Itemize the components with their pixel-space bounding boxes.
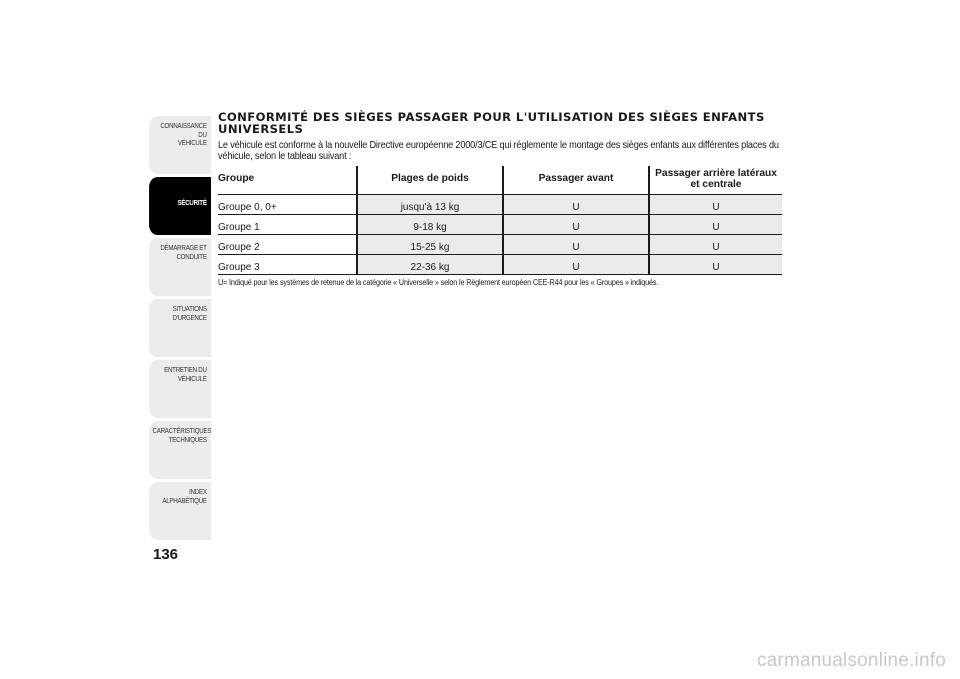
tab-label: SÉCURITÉ: [177, 198, 207, 207]
table-cell: Groupe 3: [218, 254, 357, 274]
table-cell: U: [503, 194, 649, 214]
tab-label: SITUATIONS: [172, 304, 207, 313]
table-cell: Groupe 1: [218, 214, 357, 234]
table-cell: jusqu'à 13 kg: [357, 194, 503, 214]
table-cell: U: [649, 214, 782, 234]
table-cell: U: [503, 214, 649, 234]
tab-label: ENTRETIEN DU: [164, 365, 207, 374]
tab-caracteristiques-techniques[interactable]: [149, 421, 211, 479]
table-cell: U: [649, 254, 782, 274]
tab-label: CARACTÉRISTIQUES: [152, 426, 212, 435]
table-row: [218, 194, 782, 214]
tab-index-alphabetique[interactable]: [149, 482, 211, 540]
main-content: [218, 111, 782, 287]
watermark-text: carmanualsonline.info: [756, 650, 946, 671]
table-cell: Groupe 2: [218, 234, 357, 254]
tab-label: DÉMARRAGE ET: [160, 243, 207, 252]
page-number: 136: [153, 546, 179, 563]
table-cell: 9-18 kg: [357, 214, 503, 234]
child-seat-compatibility-table: [218, 166, 782, 275]
column-header: Groupe: [218, 166, 357, 195]
section-heading: CONFORMITÉ DES SIÈGES PASSAGER POUR L'UTILISATION DES SIÈGES ENFANTS UNIVERSELS: [218, 110, 765, 137]
tab-label: VÉHICULE: [177, 373, 207, 383]
tab-label: INDEX: [189, 487, 207, 496]
table-cell: 15-25 kg: [357, 234, 503, 254]
tab-label: CONNAISSANCE DU: [160, 121, 207, 139]
table-cell: U: [649, 194, 782, 214]
table-cell: U: [649, 234, 782, 254]
table-row: [218, 254, 782, 274]
column-header: Passager arrière latéraux et centrale: [649, 166, 782, 195]
tab-entretien-du-vehicule[interactable]: [149, 360, 211, 418]
table-row: [218, 234, 782, 254]
table-cell: 22-36 kg: [357, 254, 503, 274]
intro-paragraph: Le véhicule est conforme à la nouvelle Directive européenne 2000/3/CE qui réglemente le montage des sièges enfants aux différentes places du véhicule, selon le tableau suivant :: [218, 139, 779, 163]
tab-demarrage-et-conduite[interactable]: [149, 238, 211, 296]
column-header: Passager avant: [503, 166, 649, 195]
table-cell: Groupe 0, 0+: [218, 194, 357, 214]
tab-label: D'URGENCE: [172, 312, 207, 322]
tab-label: ALPHABÉTIQUE: [162, 495, 207, 505]
tab-label: TECHNIQUES: [168, 434, 207, 444]
tab-situations-d-urgence[interactable]: [149, 299, 211, 357]
tab-connaissance-du-vehicule[interactable]: [149, 116, 211, 174]
table-cell: U: [503, 234, 649, 254]
table-footnote: U= Indiqué pour les systèmes de retenue de la catégorie « Universelle » selon le Règlement européen CEE-R44 pour les « Groupes » indiqués.: [218, 277, 659, 287]
tab-securite[interactable]: [149, 177, 211, 235]
tab-label: VÉHICULE: [177, 138, 207, 148]
table-cell: U: [503, 254, 649, 274]
column-header: Plages de poids: [357, 166, 503, 195]
tab-label: CONDUITE: [176, 251, 207, 261]
table-row: [218, 214, 782, 234]
table-header-row: [218, 166, 782, 195]
